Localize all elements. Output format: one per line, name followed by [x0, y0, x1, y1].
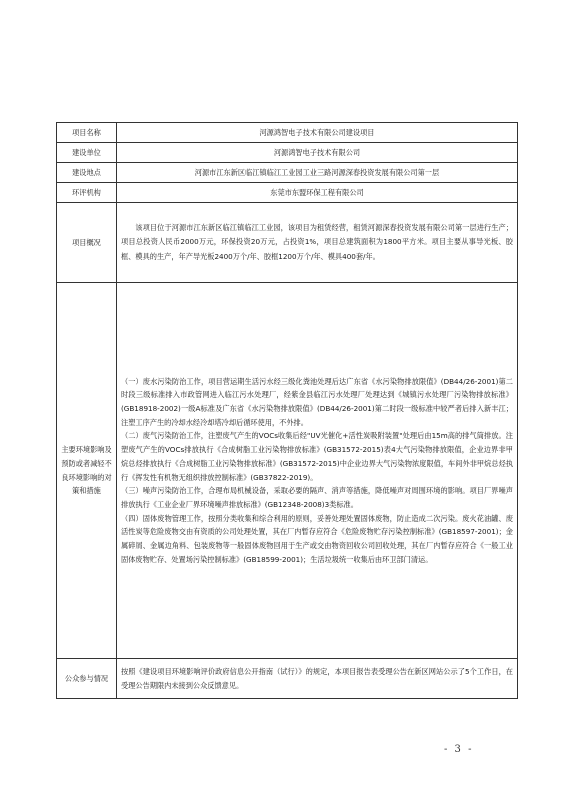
measures-air: （二）废气污染防治工作，注塑废气产生的VOCs收集后经"UV光催化+活性炭吸附装置"处理后由15m高的排气筒排放。注塑废气产生的VOCs排放执行《合成树脂工业污染物排放标准》(GB31572-2015)表4大气污染物排放限值，企业边界非甲烷总烃排放执行《合成树脂工业污染物排放标准》(GB31572-2015)中企业边界大气污染物浓度限值，车间外非甲烷总烃执行《挥发性有机物无组织排放控制标准》(GB37822-2019)。	[121, 431, 513, 482]
public-text: 按照《建设项目环境影响评价政府信息公开指南（试行）》的规定，本项目报告表受理公告在新区网站公示了5个工作日，在受理公告期限内未接到公众反馈意见。	[121, 666, 513, 690]
measures-water: （一）废水污染防治工作，项目营运期生活污水经三级化粪池处理后达广东省《水污染物排放限值》(DB44/26-2001)第二时段三级标准排入市政管网进入临江污水处理厂，经紫金县临江污水处理厂处理达到《城镇污水处理厂污染物排放标准》(GB18918-2002)一级A标准及广东省《水污染物排放限值》(DB44/26-2001)第二时段一级标准中较严者后排入新丰江；注塑工序产生的冷却水经冷却塔冷却后循环使用，不外排。	[121, 376, 513, 427]
project-info-table	[56, 122, 518, 699]
eia-org-label: 环评机构	[57, 183, 117, 203]
table-row	[57, 163, 518, 183]
table-row	[57, 203, 518, 283]
table-row	[57, 123, 518, 143]
page-number: - 3 -	[444, 744, 474, 755]
location-value: 河源市江东新区临江镇临江工业园工业三路河源深春投资发展有限公司第一层	[117, 163, 518, 183]
table-row	[57, 143, 518, 163]
table-row	[57, 283, 518, 659]
measures-noise: （三）噪声污染防治工作，合理布局机械设备，采取必要的隔声、消声等措施，降低噪声对周围环境的影响。项目厂界噪声排放执行《工业企业厂界环境噪声排放标准》(GB12348-2008)3类标准。	[121, 486, 513, 509]
overview-value	[117, 203, 518, 283]
location-label: 建设地点	[57, 163, 117, 183]
overview-text: 该项目位于河源市江东新区临江镇临江工业园，该项目为租赁经营，租赁河源深春投资发展有限公司第一层进行生产；项目总投资人民币2000万元，环保投资20万元，占投资1%，项目总建筑面积为1800平方米。项目主要从事导光板、胶框、模具的生产，年产导光板2400万个/年、胶框1200万个/年、模具400套/年。	[121, 223, 513, 261]
table-row	[57, 659, 518, 699]
measures-label: 主要环境影响及预防或者减轻不良环境影响的对策和措施	[57, 283, 117, 659]
eia-org-value: 东莞市东盟环保工程有限公司	[117, 183, 518, 203]
project-name-value: 河源鸿智电子技术有限公司建设项目	[117, 123, 518, 143]
table-row	[57, 183, 518, 203]
public-label: 公众参与情况	[57, 659, 117, 699]
builder-label: 建设单位	[57, 143, 117, 163]
measures-solid-waste: （四）固体废物管理工作，按照分类收集和综合利用的原则，妥善处理处置固体废物，防止造成二次污染。废火花油罐、废活性炭等危险废物交由有资质的公司处理处置，其在厂内暂存应符合《危险废物贮存污染控制标准》(GB18597-2001)；金属碎屑、金属边角料、包装废物等一般固体废物回用于生产或交由物资回收公司回收处理，其在厂内暂存应符合《一般工业固体废物贮存、处置场污染控制标准》(GB18599-2001)；生活垃圾统一收集后由环卫部门清运。	[121, 513, 513, 564]
public-value	[117, 659, 518, 699]
measures-value	[117, 283, 518, 659]
project-name-label: 项目名称	[57, 123, 117, 143]
overview-label: 项目概况	[57, 203, 117, 283]
builder-value: 河源鸿智电子技术有限公司	[117, 143, 518, 163]
